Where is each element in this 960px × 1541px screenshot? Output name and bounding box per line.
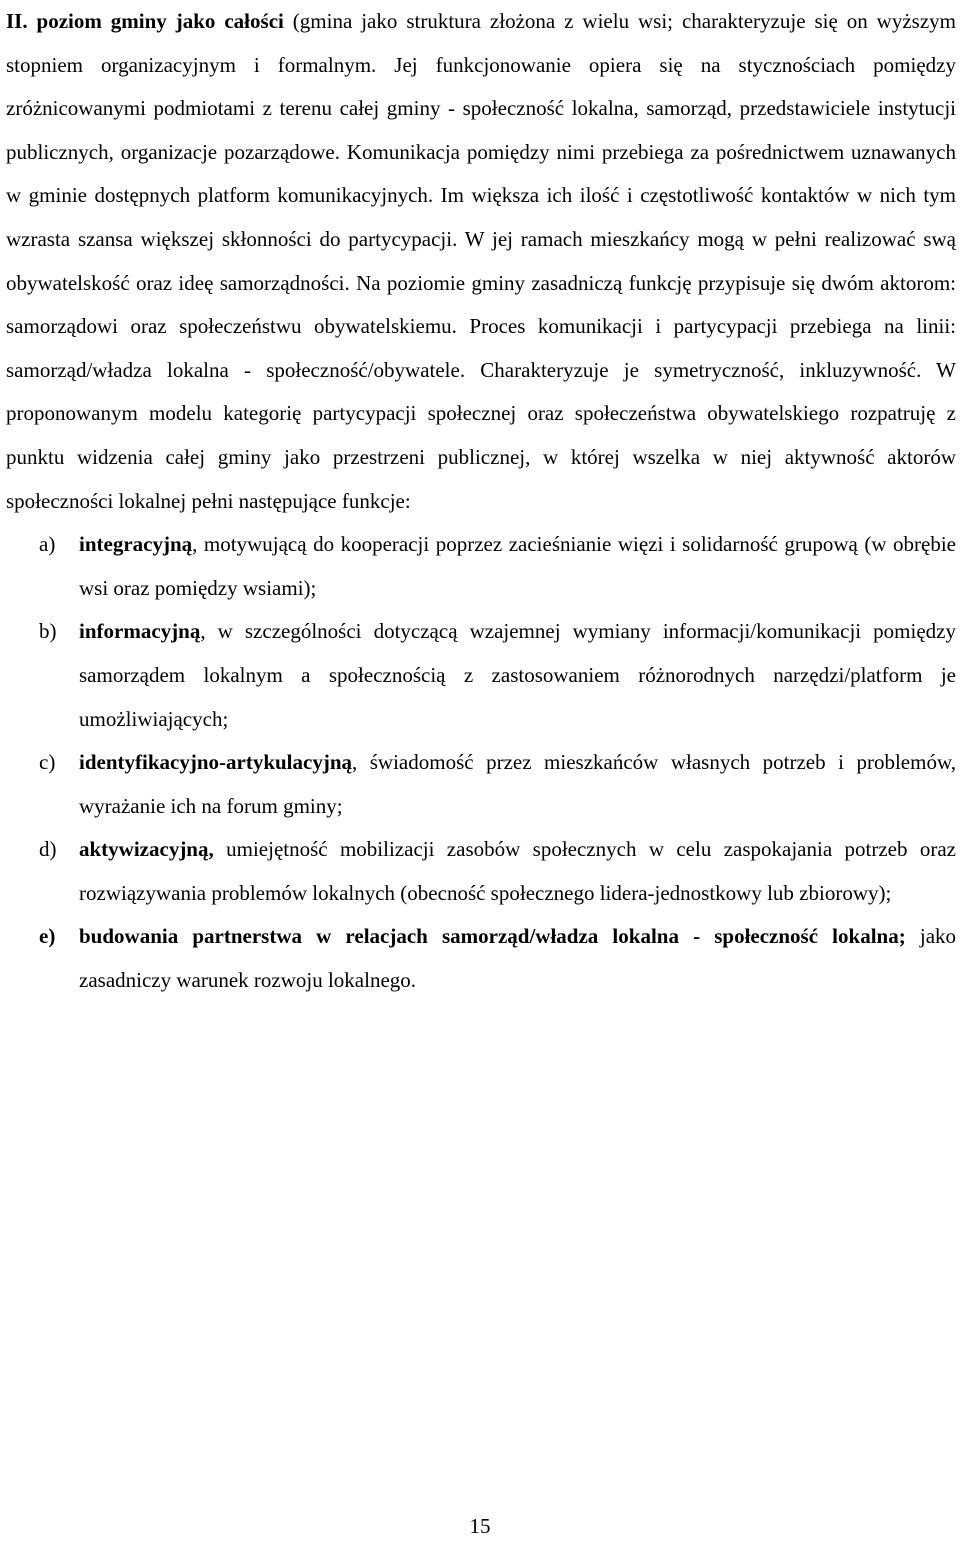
intro-paragraph — [6, 0, 956, 523]
function-description: , w szczególności dotyczącą wzajemnej wymiany informacji/komunikacji pomiędzy samorządem lokalnym a społecznością z zastosowaniem różnorodnych narzędzi/platform je umożliwiających; — [79, 619, 956, 731]
document-page — [6, 0, 956, 1003]
function-description: , motywującą do kooperacji poprzez zacieśnianie więzi i solidarność grupową (w obrębie wsi oraz pomiędzy wsiami); — [79, 532, 956, 600]
list-item — [6, 828, 956, 915]
list-marker: d) — [39, 837, 57, 862]
list-item — [6, 741, 956, 828]
list-marker: a) — [39, 532, 56, 557]
function-term: identyfikacyjno-artykulacyjną — [79, 750, 352, 775]
function-description: jako zasadniczy warunek rozwoju lokalnego. — [79, 924, 957, 993]
function-term: aktywizacyjną, — [79, 837, 214, 862]
intro-text: (gmina jako struktura złożona z wielu wsi; charakteryzuje się on wyższym stopniem organizacyjnym i formalnym. Jej funkcjonowanie opiera się na stycznościach pomiędzy zróżnicowanymi podmiotami z terenu całej gminy - społeczność lokalna, samorząd, przedstawiciele instytucji publicznych, organizacje pozarządowe. Komunikacja pomiędzy nimi przebiega za pośrednictwem uznawanych w gminie dostępnych platform komunikacyjnych. Im większa ich ilość i częstotliwość kontaktów w nich tym wzrasta szansa większej skłonności do partycypacji. W jej ramach mieszkańcy mogą w pełni realizować swą obywatelskość oraz ideę samorządności. Na poziomie gminy zasadniczą funkcję przypisuje się dwóm aktorom: samorządowi oraz społeczeństwu obywatelskiemu. Proces komunikacji i partycypacji przebiega na linii: samorząd/władza lokalna - społeczność/obywatele. Charakteryzuje je symetryczność, inkluzywność. W proponowanym modelu kategorię partycypacji społecznej oraz społeczeństwa obywatelskiego rozpatruję z punktu widzenia całej gminy jako przestrzeni publicznej, w której wszelka w niej aktywność aktorów społeczności lokalnej pełni następujące funkcje: — [6, 9, 956, 513]
function-term: integracyjną — [79, 532, 193, 557]
function-description: umiejętność mobilizacji zasobów społecznych w celu zaspokajania potrzeb oraz rozwiązywania problemów lokalnych (obecność społecznego lidera-jednostkowy lub zbiorowy); — [79, 837, 956, 905]
list-item — [6, 610, 956, 741]
list-marker: e) — [39, 924, 56, 949]
function-term: budowania partnerstwa w relacjach samorząd/władza lokalna - społeczność lokalna; — [79, 924, 906, 949]
list-item — [6, 915, 956, 1002]
list-marker: b) — [39, 619, 57, 644]
list-item — [6, 523, 956, 610]
function-description: , świadomość przez mieszkańców własnych potrzeb i problemów, wyrażanie ich na forum gminy; — [79, 750, 956, 818]
functions-list — [6, 523, 956, 1003]
section-heading: II. poziom gminy jako całości — [6, 9, 284, 33]
function-term: informacyjną — [79, 619, 201, 644]
list-marker: c) — [39, 750, 56, 775]
page-number: 15 — [469, 1514, 491, 1538]
